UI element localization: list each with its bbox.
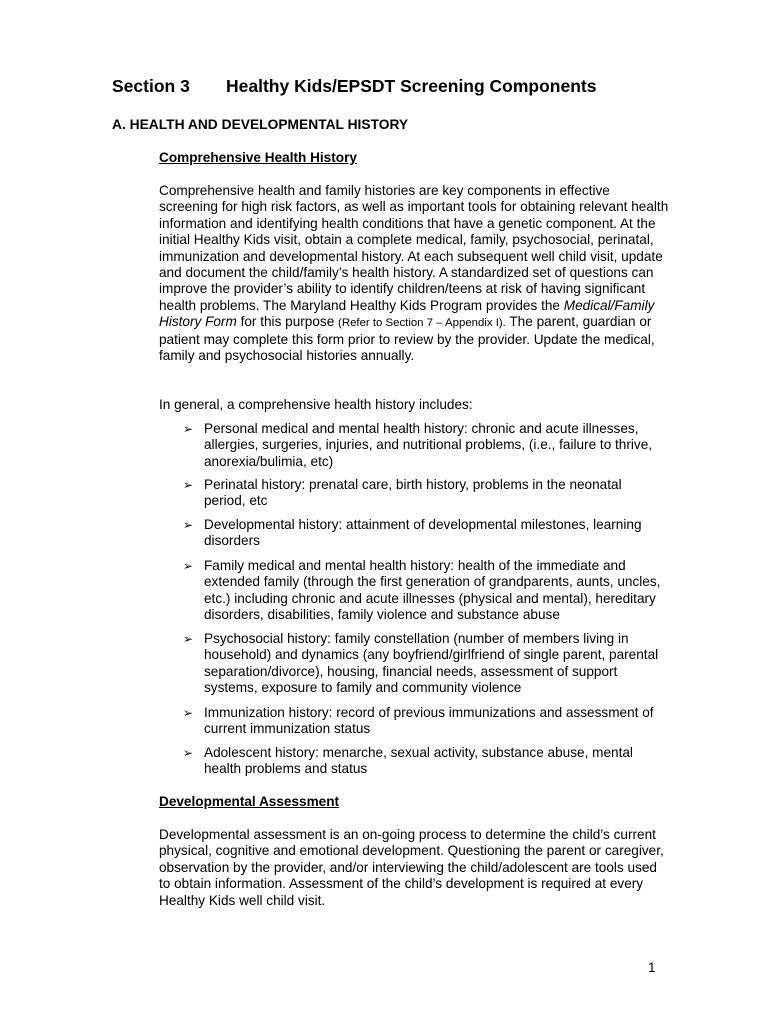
history-intro (159, 397, 669, 413)
list-item: ➢ Adolescent history: menarche, sexual activity, substance abuse, mental health problems and status (183, 745, 633, 777)
paragraph-text: The parent, guardian or patient may complete this form prior to review by the provider. Update the medical, family and psychosocial histories annually. (159, 314, 655, 364)
appendix-reference: (Refer to Section 7 – Appendix I). (338, 317, 506, 330)
health-history-heading: Comprehensive Health History (159, 150, 357, 165)
list-item: ➢ Developmental history: attainment of developmental milestones, learning disorders (183, 517, 642, 549)
arrow-bullet-icon: ➢ (183, 746, 194, 760)
arrow-bullet-icon: ➢ (183, 559, 194, 573)
section-name: Healthy Kids/EPSDT Screening Components (226, 76, 597, 96)
developmental-heading-block (159, 794, 669, 810)
arrow-bullet-icon: ➢ (183, 478, 194, 492)
arrow-bullet-icon: ➢ (183, 518, 194, 532)
list-item: ➢ Perinatal history: prenatal care, birth history, problems in the neonatal period, etc (183, 477, 622, 509)
arrow-bullet-icon: ➢ (183, 632, 194, 646)
arrow-bullet-icon: ➢ (183, 706, 194, 720)
list-item: ➢ Personal medical and mental health history: chronic and acute illnesses, allergies, surgeries, injuries, and nutritional problems, (i.e., failure to thrive, anorexia/bulimia, etc) (183, 421, 653, 469)
health-history-paragraph (159, 183, 669, 364)
history-intro-text: In general, a comprehensive health history includes: (159, 397, 473, 412)
health-history-heading-block (159, 150, 669, 166)
arrow-bullet-icon: ➢ (183, 422, 194, 436)
medical-family-history-form-title: Medical/Family History Form (159, 297, 655, 330)
subsection-title: A. HEALTH AND DEVELOPMENTAL HISTORY (112, 117, 409, 132)
developmental-heading: Developmental Assessment (159, 794, 340, 809)
list-item: ➢ Psychosocial history: family constellation (number of members living in household) and dynamics (any boyfriend/girlfriend of single parent, parental separation/divorce), housing, financial needs, assessment of support systems, exposure to family and community violence (183, 631, 659, 696)
list-item: ➢ Family medical and mental health history: health of the immediate and extended family (through the first generation of grandparents, aunts, uncles, etc.) including chronic and acute illnesses (physical and mental), hereditary disorders, disabilities, family violence and substance abuse (183, 558, 661, 623)
section-title (112, 76, 596, 97)
paragraph-text: Comprehensive health and family histories are key components in effective screening for high risk factors, as well as important tools for obtaining relevant health information and identifying health conditions that have a genetic component. At the initial Healthy Kids visit, obtain a complete medical, family, psychosocial, perinatal, immunization and developmental history. At each subsequent well child visit, update and document the child/family’s health history. A standardized set of questions can improve the provider’s ability to identify children/teens at risk of having significant health problems. The Maryland Healthy Kids Program provides the (159, 183, 669, 313)
paragraph-text: for this purpose (236, 314, 339, 330)
list-item: ➢ Immunization history: record of previous immunizations and assessment of current immunization status (183, 705, 654, 737)
developmental-text: Developmental assessment is an on-going process to determine the child’s current physical, cognitive and emotional development. Questioning the parent or caregiver, observation by the provider, and/or interviewing the child/adolescent are tools used to obtain information. Assessment of the child’s development is required at every Healthy Kids well child visit. (159, 827, 664, 908)
page-number: 1 (648, 960, 656, 975)
developmental-paragraph (159, 827, 669, 909)
section-number: Section 3 (112, 76, 190, 96)
